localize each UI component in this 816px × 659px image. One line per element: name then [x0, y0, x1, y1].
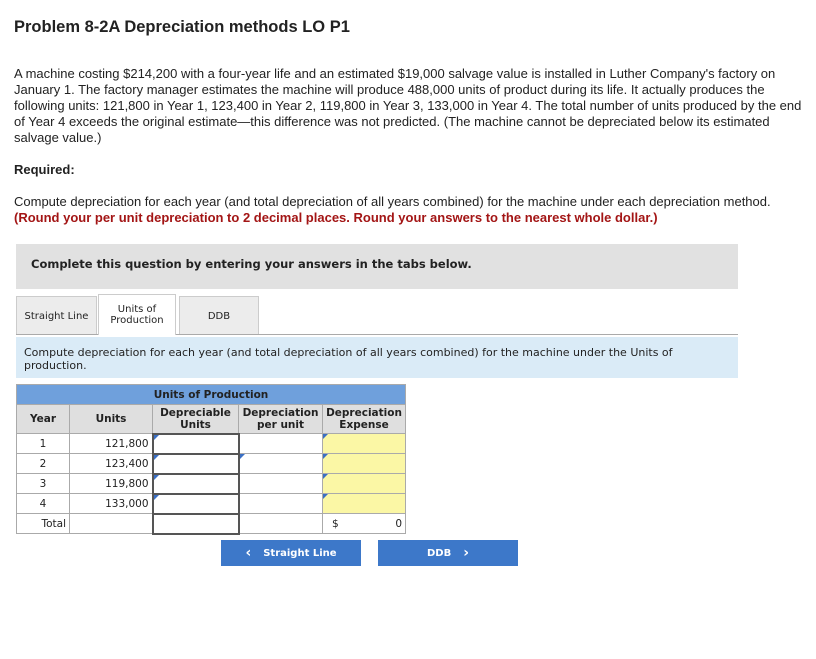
next-ddb-button[interactable]: DDB › [378, 540, 518, 566]
year-cell: 3 [17, 474, 70, 494]
year-cell: 1 [17, 434, 70, 454]
table-title: Units of Production [17, 385, 406, 405]
tab-instruction: Compute depreciation for each year (and total depreciation of all years combined) for the machine under the Units of production. [16, 337, 738, 378]
per-unit-input[interactable] [239, 454, 323, 474]
units-cell: 119,800 [70, 474, 153, 494]
header-depreciation-per-unit: Depreciation per unit [239, 405, 323, 434]
required-text: Compute depreciation for each year (and total depreciation of all years combined) for the machine under each depreciation method. (Round your per unit depreciation to 2 decimal places. Round your answers to the nearest whole dollar.) [14, 194, 771, 225]
page-title: Problem 8-2A Depreciation methods LO P1 [14, 18, 350, 36]
required-label: Required: [14, 162, 75, 177]
tab-ddb[interactable]: DDB [179, 296, 259, 335]
depreciable-units-input[interactable] [153, 434, 239, 454]
table-row [17, 454, 406, 474]
depreciable-units-input[interactable] [153, 474, 239, 494]
tab-units-of-production[interactable]: Units of Production [98, 294, 176, 335]
units-cell: 133,000 [70, 494, 153, 514]
year-cell: 4 [17, 494, 70, 514]
chevron-left-icon: ‹ [245, 545, 252, 561]
tab-straight-line[interactable]: Straight Line [16, 296, 97, 335]
table-row [17, 494, 406, 514]
expense-input[interactable] [323, 434, 406, 454]
total-row [17, 514, 406, 534]
header-depreciation-expense: Depreciation Expense [323, 405, 406, 434]
units-of-production-table [16, 384, 406, 535]
expense-input[interactable] [323, 494, 406, 514]
problem-text: A machine costing $214,200 with a four-year life and an estimated $19,000 salvage value is installed in Luther Company's factory on January 1. The factory manager estimates the machine will produce 488,000 units of product during its life. It actually produces the following units: 121,800 in Year 1, 123,400 in Year 2, 119,800 in Year 3, 133,000 in Year 4. The total number of units produced by the end of Year 4 exceeds the original estimate—this difference was not predicted. (The machine cannot be depreciated below its estimated salvage value.) [14, 66, 802, 145]
header-units: Units [70, 405, 153, 434]
table-row [17, 474, 406, 494]
chevron-right-icon: › [463, 545, 469, 561]
total-label: Total [17, 514, 70, 534]
expense-input[interactable] [323, 454, 406, 474]
per-unit-cell [239, 494, 323, 514]
depreciable-units-input[interactable] [153, 454, 239, 474]
units-total-cell [70, 514, 153, 534]
expense-total: $ 0 [323, 514, 406, 534]
depreciable-units-total [153, 514, 239, 534]
per-unit-input[interactable] [239, 434, 323, 454]
table-row [17, 434, 406, 454]
depreciable-units-input[interactable] [153, 494, 239, 514]
units-cell: 123,400 [70, 454, 153, 474]
per-unit-total [239, 514, 323, 534]
units-cell: 121,800 [70, 434, 153, 454]
instruction-banner: Complete this question by entering your answers in the tabs below. [16, 244, 738, 289]
prev-straight-line-button[interactable]: ‹ Straight Line [221, 540, 361, 566]
year-cell: 2 [17, 454, 70, 474]
per-unit-cell [239, 474, 323, 494]
rounding-note: (Round your per unit depreciation to 2 decimal places. Round your answers to the nearest whole dollar.) [14, 210, 658, 225]
header-year: Year [17, 405, 70, 434]
header-depreciable-units: Depreciable Units [153, 405, 239, 434]
expense-input[interactable] [323, 474, 406, 494]
